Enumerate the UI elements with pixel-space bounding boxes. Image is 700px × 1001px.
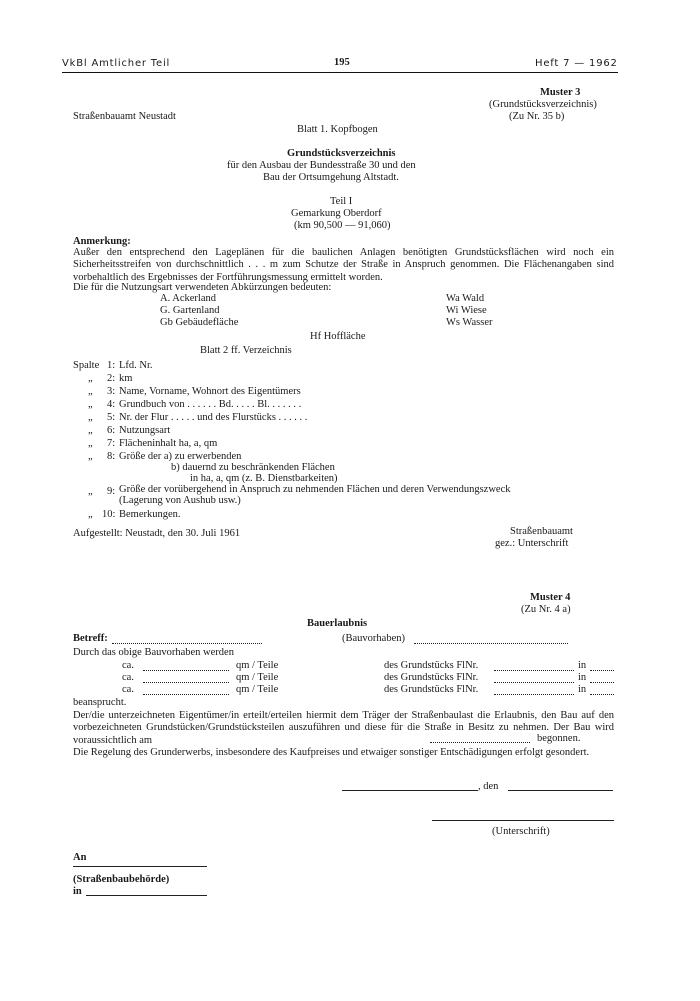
row2-amount-field[interactable]: [143, 682, 229, 683]
row1-in-field[interactable]: [590, 670, 614, 671]
signature-office: Straßenbauamt: [510, 526, 573, 537]
row1-amount-field[interactable]: [143, 670, 229, 671]
durch-text: Durch das obige Bauvorhaben werden: [73, 647, 234, 658]
teil-heading: Teil I: [330, 196, 353, 207]
aufgestellt: Aufgestellt: Neustadt, den 30. Juli 1961: [73, 528, 241, 539]
regelung-paragraph: Die Regelung des Grunderwerbs, insbesondere des Kaufpreises und etwaiger sonstiger Entschädigungen erfolgt gesondert.: [73, 747, 590, 758]
spalte-num-10: 10:: [102, 509, 116, 520]
recipient-place-line[interactable]: [86, 895, 207, 896]
bauvorhaben-line: [414, 643, 568, 644]
row2-in: in: [578, 672, 587, 683]
spalte-num-3: 3:: [107, 386, 116, 397]
spalte-num-6: 6:: [107, 425, 116, 436]
row1-in: in: [578, 660, 587, 671]
document-subtitle-2: Bau der Ortsumgehung Altstadt.: [263, 172, 399, 183]
abk-left-1: A. Ackerland: [160, 293, 216, 304]
abk-right-2: Wi Wiese: [446, 305, 487, 316]
row2-unit: qm / Teile: [236, 672, 279, 683]
abk-right-1: Wa Wald: [446, 293, 485, 304]
document-subtitle-1: für den Ausbau der Bundesstraße 30 und den: [227, 160, 416, 171]
spalte-text-2: km: [119, 373, 133, 384]
row3-des: des Grundstücks FlNr.: [384, 684, 479, 695]
row3-ca: ca.: [122, 684, 134, 695]
spalte-pre-8: „: [88, 451, 93, 462]
gemarkung: Gemarkung Oberdorf: [291, 208, 382, 219]
anmerkung-label: Anmerkung:: [73, 236, 131, 247]
abk-right-3: Ws Wasser: [446, 317, 493, 328]
muster4-ref: (Zu Nr. 4 a): [521, 604, 571, 615]
muster3-label: Muster 3: [540, 87, 581, 98]
row3-unit: qm / Teile: [236, 684, 279, 695]
place-field[interactable]: [342, 790, 478, 791]
abk-left-3: Gb Gebäudefläche: [160, 317, 239, 328]
blatt1-heading: Blatt 1. Kopfbogen: [297, 124, 378, 135]
an-label: An: [73, 852, 87, 863]
spalte-text-6: Nutzungsart: [119, 425, 171, 436]
spalte-text-8: Größe der a) zu erwerbenden: [119, 451, 242, 462]
spalte-text-5: Nr. der Flur . . . . . und des Flurstücks . . . . . .: [119, 412, 308, 423]
row2-flnr-field[interactable]: [494, 682, 574, 683]
row2-ca: ca.: [122, 672, 134, 683]
betreff-line: [112, 643, 262, 644]
row1-flnr-field[interactable]: [494, 670, 574, 671]
spalte-pre-1: Spalte: [73, 360, 100, 371]
document-title: Grundstücksverzeichnis: [287, 148, 396, 159]
abk-center: Hf Hoffläche: [310, 331, 366, 342]
row2-des: des Grundstücks FlNr.: [384, 672, 479, 683]
signature-name: gez.: Unterschrift: [495, 538, 569, 549]
spalte-pre-10: „: [88, 509, 93, 520]
spalte-pre-3: „: [88, 386, 93, 397]
spalte-8b: b) dauernd zu beschränkenden Flächen: [171, 462, 335, 473]
bauerlaubnis-title: Bauerlaubnis: [307, 618, 368, 629]
spalte-pre-6: „: [88, 425, 93, 436]
row2-in-field[interactable]: [590, 682, 614, 683]
spalte-text-4: Grundbuch von . . . . . . Bd. . . . . Bl. . . . . . .: [119, 399, 302, 410]
blatt2-heading: Blatt 2 ff. Verzeichnis: [200, 345, 292, 356]
header-rule: [62, 72, 618, 73]
row3-amount-field[interactable]: [143, 694, 229, 695]
spalte-pre-5: „: [88, 412, 93, 423]
spalte-8c: in ha, a, qm (z. B. Dienstbarkeiten): [190, 473, 338, 484]
spalte-pre-7: „: [88, 438, 93, 449]
spalte-text-9a: Größe der vorübergehend in Anspruch zu nehmenden Flächen und deren Verwendungszweck: [119, 484, 511, 495]
spalte-num-2: 2:: [107, 373, 116, 384]
journal-title: VkBl Amtlicher Teil: [62, 58, 171, 69]
unterschrift-label: (Unterschrift): [492, 826, 550, 837]
spalte-text-7: Flächeninhalt ha, a, qm: [119, 438, 218, 449]
spalte-num-7: 7:: [107, 438, 116, 449]
erlaubnis-paragraph: Der/die unterzeichneten Eigentümer/in erteilt/erteilen hiermit dem Träger der Straßenbaulast die Erlaubnis, den Bau auf den vorbezeichneten Grundstücken/Grundstücksteilen auszuführen und diese für die Straße in Besitz zu nehmen. Der Bau wird voraussichtlich am: [73, 710, 614, 746]
spalte-num-9: 9:: [107, 486, 116, 497]
row1-ca: ca.: [122, 660, 134, 671]
recipient-line[interactable]: [73, 866, 207, 867]
row3-in-field[interactable]: [590, 694, 614, 695]
spalte-pre-9: „: [88, 486, 93, 497]
anmerkung-text: Außer den entsprechend den Lageplänen für die baulichen Anlagen benötigten Grundstücksflächen wird noch ein Sicherheitsstreifen von durchschnittlich . . . m zum Schutze der Straße in Anspruch genommen. Die Flächenangaben sind vorbehaltlich des Ergebnisses der Fortführungsmessung ermittelt worden.: [73, 247, 614, 283]
spalte-text-9b: (Lagerung von Aushub usw.): [119, 495, 241, 506]
abk-left-2: G. Gartenland: [160, 305, 220, 316]
muster4-label: Muster 4: [530, 592, 571, 603]
muster3-ref: (Zu Nr. 35 b): [509, 111, 565, 122]
row3-in: in: [578, 684, 587, 695]
abkuerzungen-intro: Die für die Nutzungsart verwendeten Abkürzungen bedeuten:: [73, 282, 332, 293]
spalte-pre-2: „: [88, 373, 93, 384]
begonnen: begonnen.: [537, 733, 581, 744]
spalte-num-4: 4:: [107, 399, 116, 410]
muster3-subtitle: (Grundstücksverzeichnis): [489, 99, 597, 110]
in-label: in: [73, 886, 82, 897]
page-number: 195: [334, 57, 350, 68]
betreff-label: Betreff:: [73, 633, 108, 644]
spalte-num-8: 8:: [107, 451, 116, 462]
row3-flnr-field[interactable]: [494, 694, 574, 695]
office-name: Straßenbauamt Neustadt: [73, 111, 176, 122]
begin-date-field[interactable]: [430, 742, 530, 743]
km-range: (km 90,500 — 91,060): [294, 220, 391, 231]
spalte-num-5: 5:: [107, 412, 116, 423]
date-field[interactable]: [508, 790, 613, 791]
issue-number: Heft 7 — 1962: [535, 58, 618, 69]
spalte-text-10: Bemerkungen.: [119, 509, 181, 520]
spalte-num-1: 1:: [107, 360, 116, 371]
beansprucht: beansprucht.: [73, 697, 127, 708]
den-label: , den: [478, 781, 499, 792]
signature-line[interactable]: [432, 820, 614, 821]
row1-des: des Grundstücks FlNr.: [384, 660, 479, 671]
behoerde-label: (Straßenbaubehörde): [73, 874, 170, 885]
spalte-text-1: Lfd. Nr.: [119, 360, 153, 371]
spalte-pre-4: „: [88, 399, 93, 410]
row1-unit: qm / Teile: [236, 660, 279, 671]
spalte-text-3: Name, Vorname, Wohnort des Eigentümers: [119, 386, 301, 397]
bauvorhaben-label: (Bauvorhaben): [342, 633, 405, 644]
